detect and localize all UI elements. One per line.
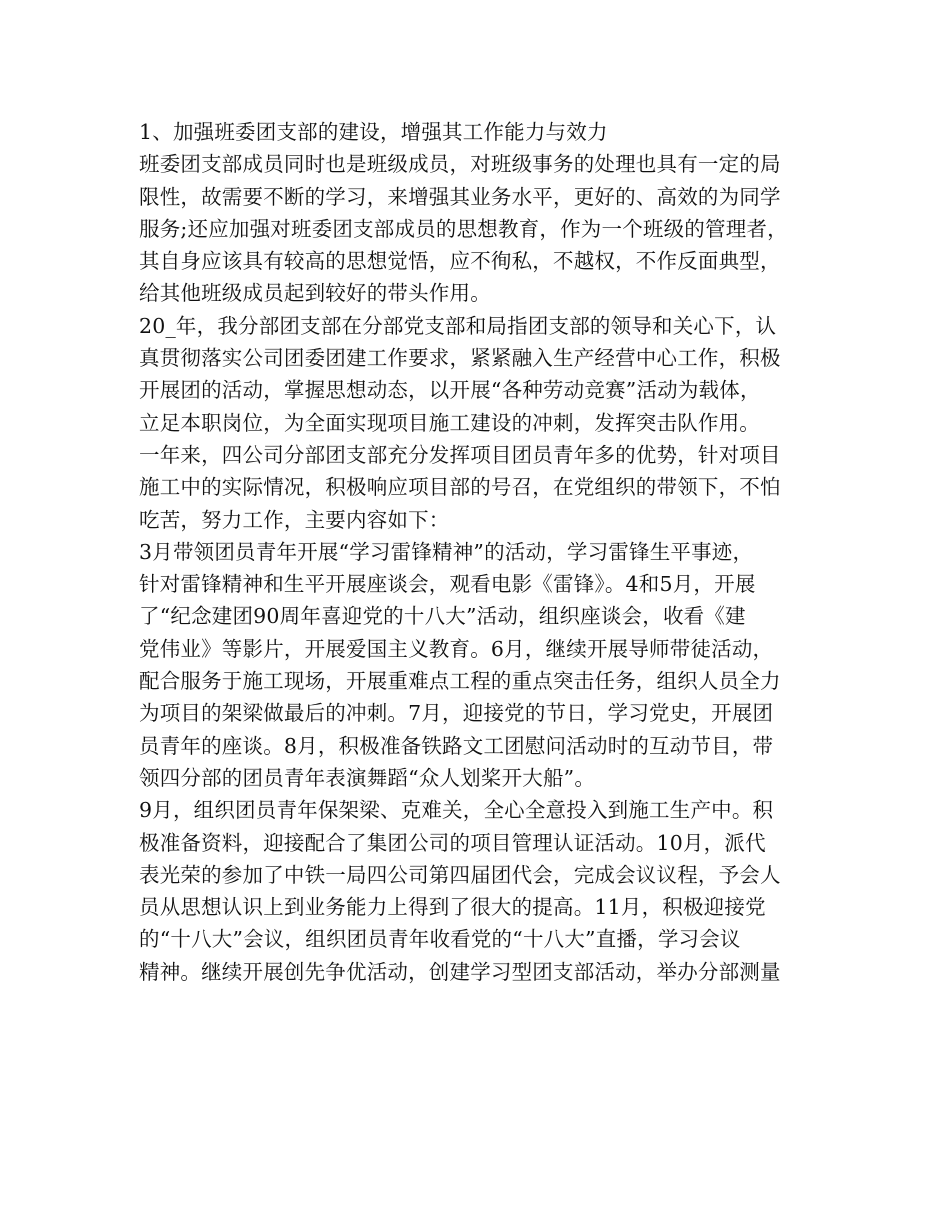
text-line: 真贯彻落实公司团委团建工作要求，紧紧融入生产经营中心工作，积极 [139,346,781,371]
text-line: 9月，组织团员青年保架梁、克难关，全心全意投入到施工生产中。积 [139,798,774,823]
body-text [139,116,829,988]
text-line: 立足本职岗位，为全面实现项目施工建设的冲刺，发挥突击队作用。 [139,410,760,435]
text-line: 吃苦，努力工作，主要内容如下： [139,507,450,532]
section-heading: 1、加强班委团支部的建设，增强其工作能力与效力 [139,120,608,144]
text-line: 配合服务于施工现场，开展重难点工程的重点突击任务，组织人员全力 [139,669,781,694]
text-line: 3月带领团员青年开展“学习雷锋精神”的活动，学习雷锋生平事迹， [139,539,754,564]
text-line: 精神。继续开展创先争优活动，创建学习型团支部活动，举办分部测量 [139,959,781,984]
text-line: 针对雷锋精神和生平开展座谈会，观看电影《雷锋》。4和5月，开展 [139,572,756,597]
text-line: 员青年的座谈。8月，积极准备铁路文工团慰问活动时的互动节目，带 [139,733,774,758]
text-line: 表光荣的参加了中铁一局四公司第四届团代会，完成会议议程，予会人 [139,862,781,887]
text-line: 20_年，我分部团支部在分部党支部和局指团支部的领导和关心下，认 [139,313,777,338]
text-line: 其自身应该具有较高的思想觉悟，应不徇私，不越权，不作反面典型， [139,249,781,274]
text-line: 服务;还应加强对班委团支部成员的思想教育，作为一个班级的管理者， [139,216,788,241]
text-line: 班委团支部成员同时也是班级成员，对班级事务的处理也具有一定的局 [139,152,781,177]
text-line: 为项目的架梁做最后的冲刺。7月，迎接党的节日，学习党史，开展团 [139,701,774,726]
text-line: 一年来，四公司分部团支部充分发挥项目团员青年多的优势，针对项目 [139,442,781,467]
text-line: 极准备资料，迎接配合了集团公司的项目管理认证活动。10月，派代 [139,830,766,855]
text-line: 开展团的活动，掌握思想动态，以开展“各种劳动竞赛”活动为载体， [139,378,761,403]
text-line: 员从思想认识上到业务能力上得到了很大的提高。11月，积极迎接党 [139,895,766,920]
text-line: 给其他班级成员起到较好的带头作用。 [139,281,491,306]
text-line: 领四分部的团员青年表演舞蹈“众人划桨开大船”。 [139,765,596,790]
text-line: 的“十八大”会议，组织团员青年收看党的“十八大”直播，学习会议 [139,927,741,952]
text-line: 党伟业》等影片，开展爱国主义教育。6月，继续开展导师带徒活动， [139,636,774,661]
text-line: 了“纪念建团90周年喜迎党的十八大”活动，组织座谈会，收看《建 [139,604,746,629]
text-line: 限性，故需要不断的学习，来增强其业务水平，更好的、高效的为同学 [139,184,781,209]
text-line: 施工中的实际情况，积极响应项目部的号召，在党组织的带领下，不怕 [139,475,781,500]
